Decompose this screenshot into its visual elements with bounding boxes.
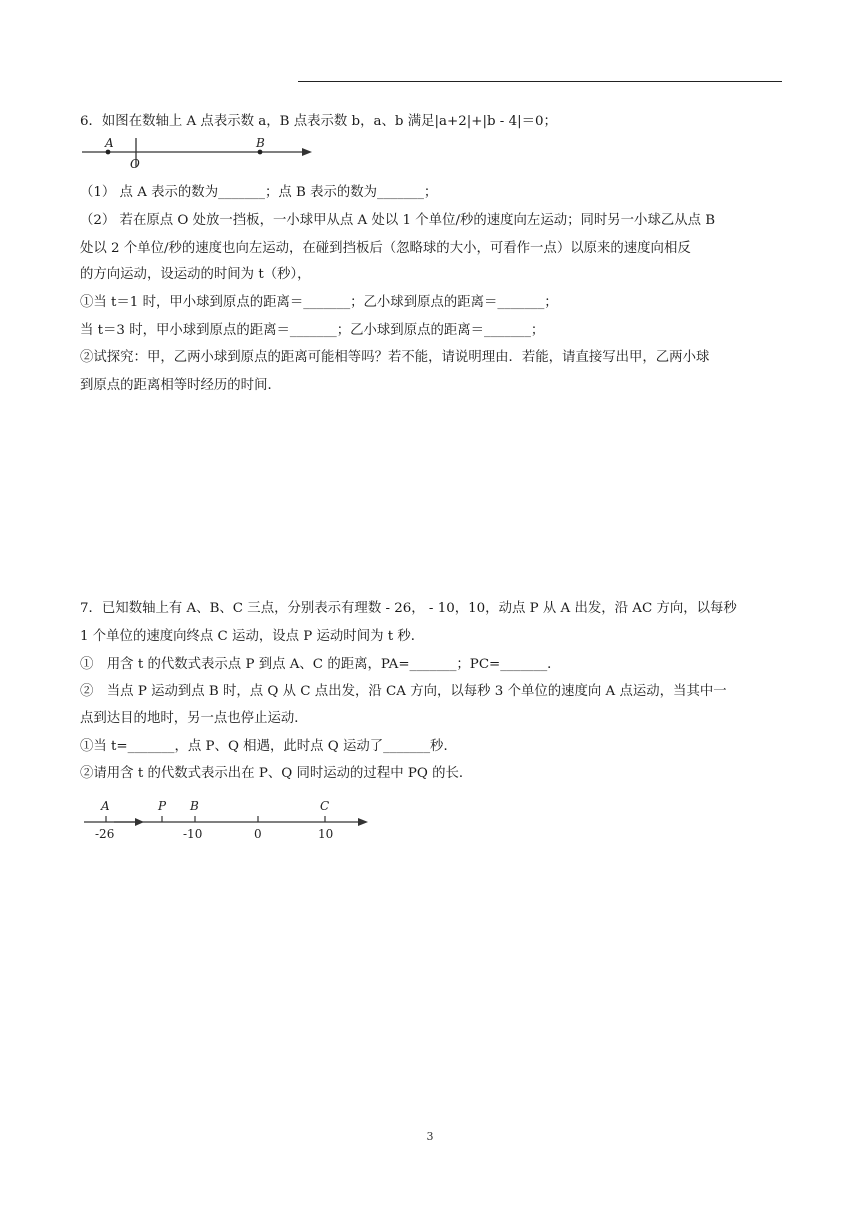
q7-tick-10: 10 [318, 827, 334, 841]
q7-tick-neg26: -26 [95, 827, 115, 841]
q7-stem-line2: 1 个单位的速度向终点 C 运动，设点 P 运动时间为 t 秒． [80, 629, 425, 644]
q7-tick-neg10: -10 [183, 827, 203, 841]
q7-label-p: P [158, 799, 167, 813]
q6-part2-line3: 的方向运动，设运动的时间为 t（秒）， [80, 267, 311, 282]
q6-stem: 6．如图在数轴上 A 点表示数 a，B 点表示数 b，a、b 满足|a+2|+|b - 4|＝0； [80, 114, 557, 129]
q6-part2-q2: 当 t＝3 时，甲小球到原点的距离＝_______；乙小球到原点的距离＝_______； [80, 323, 545, 338]
q7-number-line [84, 796, 374, 844]
q7-sub2-q1: ①当 t=_______，点 P、Q 相遇，此时点 Q 运动了_______秒． [80, 739, 457, 754]
q6-part2-q3-line2: 到原点的距离相等时经历的时间． [80, 378, 281, 393]
q7-sub2-q2: ②请用含 t 的代数式表示出在 P、Q 同时运动的过程中 PQ 的长． [80, 766, 473, 781]
q7-sub2-line2: 点到达目的地时，另一点也停止运动． [80, 711, 308, 726]
q6-label-a: A [105, 136, 114, 150]
q7-sub2-line1: ② 当点 P 运动到点 B 时，点 Q 从 C 点出发，沿 CA 方向，以每秒 3 个单位的速度向 A 点运动，当其中一 [80, 684, 727, 699]
q6-part2-line1: （2） 若在原点 O 处放一挡板，一小球甲从点 A 处以 1 个单位/秒的速度向左运动；同时另一小球乙从点 B [80, 213, 716, 228]
q6-part2-q1: ①当 t＝1 时，甲小球到原点的距离＝_______；乙小球到原点的距离＝_______； [80, 295, 558, 310]
q6-part2-line2: 处以 2 个单位/秒的速度也向左运动，在碰到挡板后（忽略球的大小，可看作一点）以原来的速度向相反 [80, 241, 691, 256]
q7-stem-line1: 7．已知数轴上有 A、B、C 三点，分别表示有理数 - 26， - 10，10，动点 P 从 A 出发，沿 AC 方向，以每秒 [80, 601, 737, 616]
q6-label-o: O [130, 157, 140, 171]
q7-tick-0: 0 [254, 827, 262, 841]
q7-label-a: A [101, 799, 110, 813]
header-rule [298, 81, 782, 82]
q7-sub1: ① 用含 t 的代数式表示点 P 到点 A、C 的距离，PA=_______；PC=_______． [80, 657, 561, 672]
q6-label-b: B [256, 136, 265, 150]
q7-label-b: B [190, 799, 199, 813]
q6-number-line [80, 135, 320, 175]
q6-part1: （1） 点 A 表示的数为_______；点 B 表示的数为_______； [80, 185, 438, 200]
q6-part2-q3-line1: ②试探究：甲，乙两小球到原点的距离可能相等吗？若不能，请说明理由．若能，请直接写出甲，乙两小球 [80, 350, 710, 365]
q7-label-c: C [320, 799, 330, 813]
page-number: 3 [426, 1130, 434, 1143]
